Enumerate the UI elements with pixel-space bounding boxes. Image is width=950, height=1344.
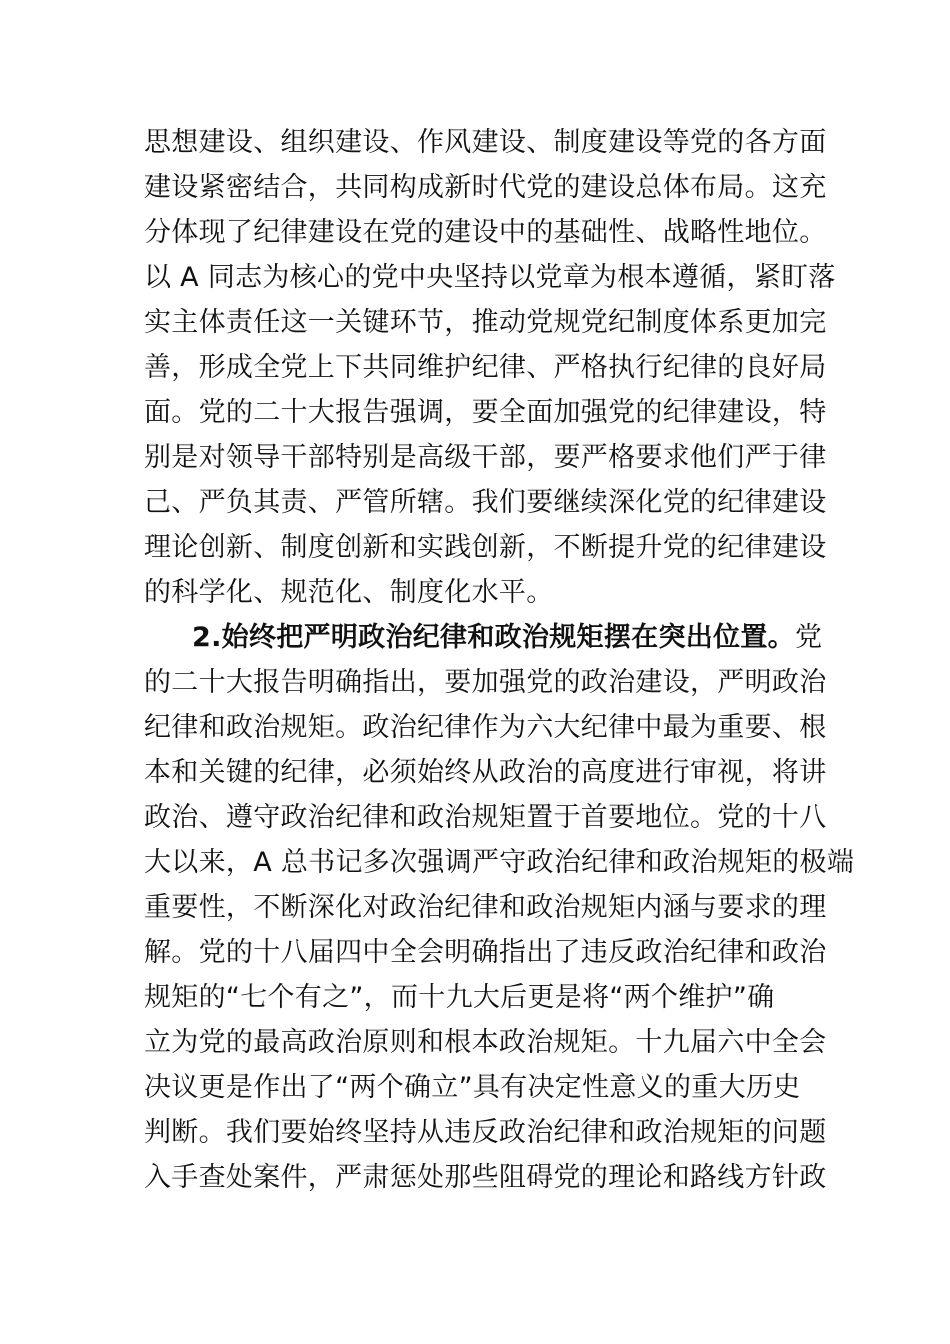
paragraph-line: 建设紧密结合，共同构成新时代党的建设总体布局。这充 [144,172,827,203]
heading-trailing-text: 党 [794,622,823,653]
paragraph-line: 大以来，A 总书记多次强调严守政治纪律和政治规矩的极端 [144,847,855,878]
paragraph-line: 本和关键的纪律，必须始终从政治的高度进行审视，将讲 [144,757,827,788]
paragraph-line: 理论创新、制度创新和实践创新，不断提升党的纪律建设 [144,532,827,563]
paragraph-1 [144,120,836,615]
paragraph-2 [144,615,855,1200]
paragraph-line: 别是对领导干部特别是高级干部，要严格要求他们严于律 [144,442,827,473]
paragraph-line: 决议更是作出了“两个确立”具有决定性意义的重大历史 [144,1072,801,1103]
paragraph-line: 思想建设、组织建设、作风建设、制度建设等党的各方面 [144,127,827,158]
paragraph-line: 政治、遵守政治纪律和政治规矩置于首要地位。党的十八 [144,802,827,833]
paragraph-line: 立为党的最高政治原则和根本政治规矩。十九届六中全会 [144,1027,827,1058]
paragraph-line: 规矩的“七个有之”，而十九大后更是将“两个维护”确 [144,982,775,1013]
paragraph-line: 分体现了纪律建设在党的建设中的基础性、战略性地位。 [144,217,827,248]
paragraph-line: 面。党的二十大报告强调，要全面加强党的纪律建设，特 [144,397,827,428]
paragraph-line: 的二十大报告明确指出，要加强党的政治建设，严明政治 [144,667,827,698]
paragraph-line: 解。党的十八届四中全会明确指出了违反政治纪律和政治 [144,937,827,968]
paragraph-first-line [144,615,824,660]
paragraph-line: 纪律和政治规矩。政治纪律作为六大纪律中最为重要、根 [144,712,827,743]
paragraph-line: 善，形成全党上下共同维护纪律、严格执行纪律的良好局 [144,352,827,383]
paragraph-line: 入手查处案件，严肃惩处那些阻碍党的理论和路线方针政 [144,1162,827,1193]
paragraph-line: 以 A 同志为核心的党中央坚持以党章为根本遵循，紧盯落 [144,262,836,293]
paragraph-line: 的科学化、规范化、制度化水平。 [144,577,554,608]
section-heading: 2.始终把严明政治纪律和政治规矩摆在突出位置。 [192,622,795,653]
paragraph-line: 实主体责任这一关键环节，推动党规党纪制度体系更加完 [144,307,827,338]
paragraph-line: 己、严负其责、严管所辖。我们要继续深化党的纪律建设 [144,487,827,518]
paragraph-line: 判断。我们要始终坚持从违反政治纪律和政治规矩的问题 [144,1117,827,1148]
paragraph-line: 重要性，不断深化对政治纪律和政治规矩内涵与要求的理 [144,892,827,923]
document-body [144,120,855,1200]
